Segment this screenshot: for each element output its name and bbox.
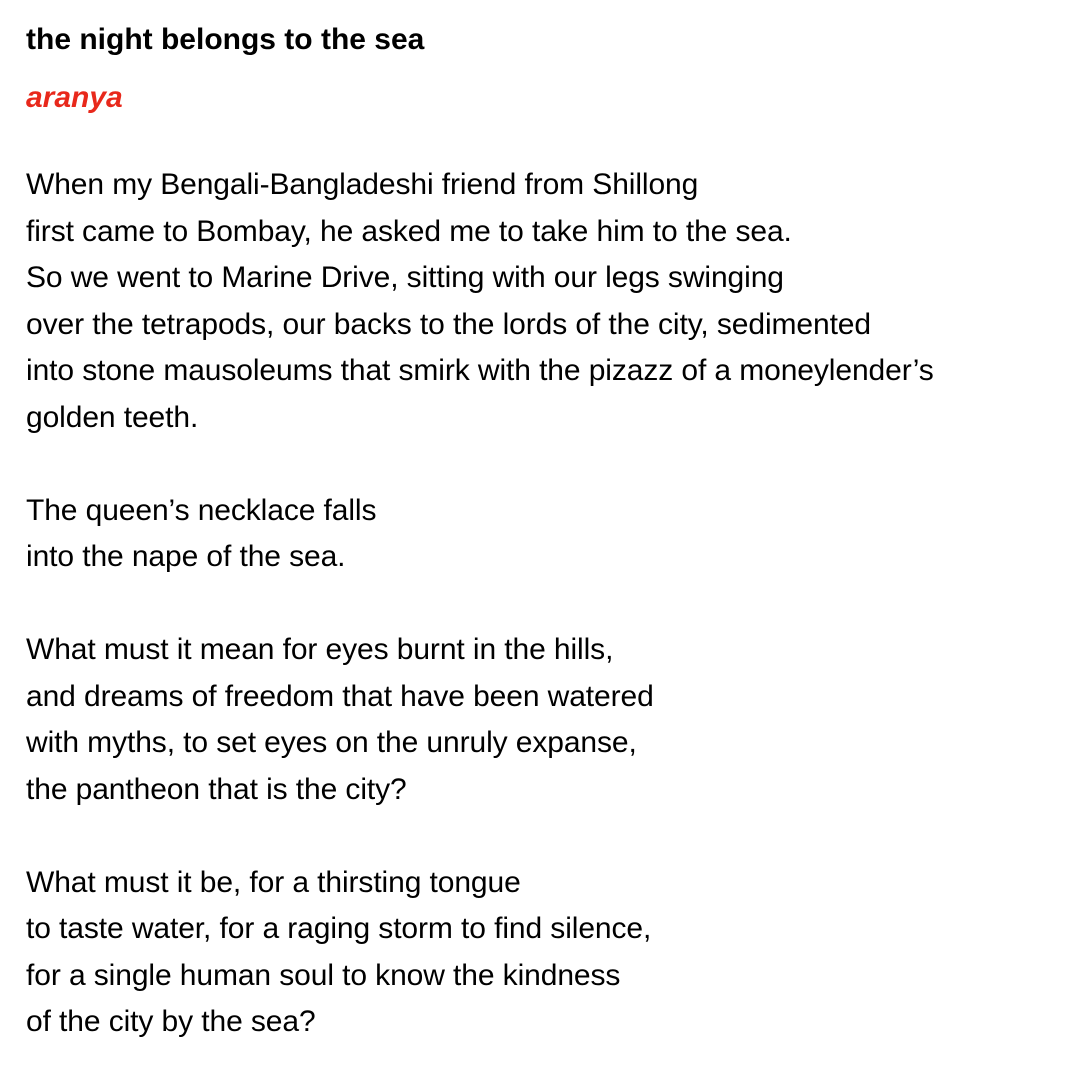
stanza-1 bbox=[26, 162, 1066, 441]
poem-line: golden teeth. bbox=[26, 400, 199, 434]
stanza-3 bbox=[26, 627, 1066, 813]
poem-line: over the tetrapods, our backs to the lords of the city, sedimented bbox=[26, 307, 871, 341]
poem-line: into the nape of the sea. bbox=[26, 540, 346, 573]
stanza-2 bbox=[26, 488, 1066, 581]
poem-line: first came to Bombay, he asked me to take him to the sea. bbox=[26, 214, 792, 248]
poem-line: into stone mausoleums that smirk with the pizazz of a moneylender’s bbox=[26, 354, 934, 387]
poem-line: the pantheon that is the city? bbox=[26, 772, 407, 806]
poem-line: for a single human soul to know the kindness bbox=[26, 958, 621, 992]
poem-line: When my Bengali-Bangladeshi friend from Shillong bbox=[26, 168, 699, 201]
poem-line: of the city by the sea? bbox=[26, 1005, 316, 1038]
poem-title: the night belongs to the sea bbox=[26, 23, 425, 56]
poem-line: with myths, to set eyes on the unruly expanse, bbox=[26, 726, 637, 759]
poem-page bbox=[26, 22, 1066, 1046]
poem-line: and dreams of freedom that have been watered bbox=[26, 679, 654, 713]
poem-line: to taste water, for a raging storm to find silence, bbox=[26, 912, 652, 945]
stanza-4 bbox=[26, 860, 1066, 1046]
poem-line: So we went to Marine Drive, sitting with our legs swinging bbox=[26, 261, 784, 294]
poem-line: The queen’s necklace falls bbox=[26, 493, 377, 527]
poem-author: aranya bbox=[26, 81, 123, 114]
poem-line: What must it be, for a thirsting tongue bbox=[26, 865, 521, 899]
poem-line: What must it mean for eyes burnt in the hills, bbox=[26, 633, 614, 666]
